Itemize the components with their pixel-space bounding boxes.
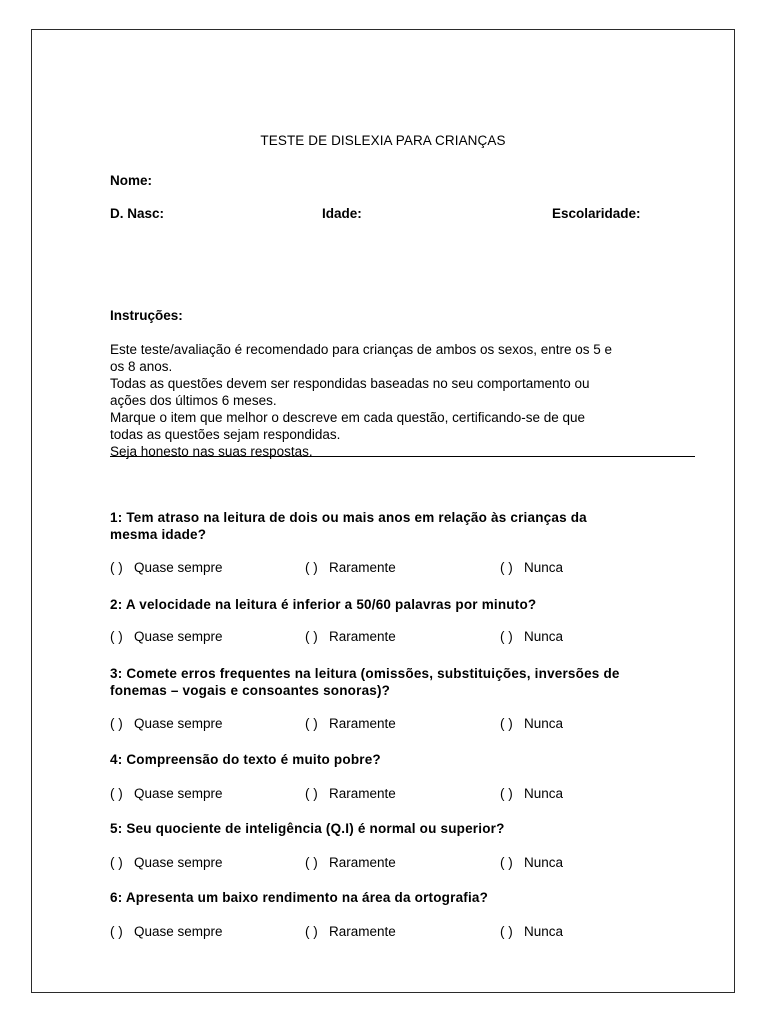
option-label: Raramente [329,924,396,939]
instructions-text [110,341,695,460]
page-title: TESTE DE DISLEXIA PARA CRIANÇAS [260,133,506,148]
checkbox-blank[interactable]: ( ) [305,786,318,801]
option-label: Raramente [329,855,396,870]
checkbox-blank[interactable]: ( ) [110,716,123,731]
option-label: Quase sempre [134,629,223,644]
instructions-line: Este teste/avaliação é recomendado para crianças de ambos os sexos, entre os 5 e [110,342,613,357]
name-field-label: Nome: [110,173,153,188]
checkbox-blank[interactable]: ( ) [110,855,123,870]
q1-option-rarely[interactable] [305,560,396,575]
checkbox-blank[interactable]: ( ) [500,716,513,731]
q3-option-rarely[interactable] [305,716,396,731]
checkbox-blank[interactable]: ( ) [500,629,513,644]
question-5 [110,820,690,837]
q6-option-never[interactable] [500,924,563,939]
option-label: Nunca [524,924,564,939]
option-label: Nunca [524,855,564,870]
instructions-heading: Instruções: [110,308,183,323]
question-text: fonemas – vogais e consoantes sonoras)? [110,683,391,698]
option-label: Quase sempre [134,716,223,731]
question-text: 3: Comete erros frequentes na leitura (omissões, substituições, inversões de [110,666,620,681]
option-label: Nunca [524,560,564,575]
option-label: Raramente [329,716,396,731]
checkbox-blank[interactable]: ( ) [500,560,513,575]
option-label: Raramente [329,560,396,575]
checkbox-blank[interactable]: ( ) [500,924,513,939]
q5-option-rarely[interactable] [305,855,396,870]
checkbox-blank[interactable]: ( ) [500,855,513,870]
option-label: Nunca [524,716,564,731]
q2-option-rarely[interactable] [305,629,396,644]
instructions-line: Marque o item que melhor o descreve em cada questão, certificando-se de que [110,410,586,425]
checkbox-blank[interactable]: ( ) [110,629,123,644]
checkbox-blank[interactable]: ( ) [305,855,318,870]
option-label: Quase sempre [134,924,223,939]
option-label: Quase sempre [134,855,223,870]
q2-option-never[interactable] [500,629,563,644]
question-text: mesma idade? [110,527,207,542]
option-label: Raramente [329,786,396,801]
question-4 [110,751,690,768]
question-text: 2: A velocidade na leitura é inferior a 50/60 palavras por minuto? [110,597,537,612]
question-2 [110,596,690,613]
checkbox-blank[interactable]: ( ) [110,786,123,801]
age-field-label: Idade: [322,206,362,221]
q2-option-often[interactable] [110,629,223,644]
q3-option-never[interactable] [500,716,563,731]
option-label: Quase sempre [134,786,223,801]
q5-option-often[interactable] [110,855,223,870]
option-label: Nunca [524,786,564,801]
schooling-field-label: Escolaridade: [552,206,641,221]
q5-option-never[interactable] [500,855,563,870]
instructions-underline [110,456,695,457]
question-text: 6: Apresenta um baixo rendimento na área da ortografia? [110,890,489,905]
question-3 [110,665,690,699]
option-label: Raramente [329,629,396,644]
question-text: 1: Tem atraso na leitura de dois ou mais anos em relação às crianças da [110,510,587,525]
checkbox-blank[interactable]: ( ) [305,924,318,939]
q1-option-often[interactable] [110,560,223,575]
checkbox-blank[interactable]: ( ) [305,560,318,575]
q4-option-never[interactable] [500,786,563,801]
checkbox-blank[interactable]: ( ) [110,924,123,939]
instructions-line: os 8 anos. [110,359,173,374]
question-6 [110,889,690,906]
checkbox-blank[interactable]: ( ) [305,716,318,731]
option-label: Nunca [524,629,564,644]
instructions-line: todas as questões sejam respondidas. [110,427,341,442]
question-1 [110,509,690,543]
checkbox-blank[interactable]: ( ) [305,629,318,644]
q3-option-often[interactable] [110,716,223,731]
instructions-line: Todas as questões devem ser respondidas baseadas no seu comportamento ou [110,376,590,391]
q4-option-rarely[interactable] [305,786,396,801]
question-text: 5: Seu quociente de inteligência (Q.I) é normal ou superior? [110,821,505,836]
document-page [31,29,735,993]
option-label: Quase sempre [134,560,223,575]
birthdate-field-label: D. Nasc: [110,206,165,221]
checkbox-blank[interactable]: ( ) [110,560,123,575]
question-text: 4: Compreensão do texto é muito pobre? [110,752,381,767]
checkbox-blank[interactable]: ( ) [500,786,513,801]
q4-option-often[interactable] [110,786,223,801]
instructions-line: Seja honesto nas suas respostas. [110,444,313,459]
q1-option-never[interactable] [500,560,563,575]
q6-option-often[interactable] [110,924,223,939]
q6-option-rarely[interactable] [305,924,396,939]
instructions-line: ações dos últimos 6 meses. [110,393,277,408]
